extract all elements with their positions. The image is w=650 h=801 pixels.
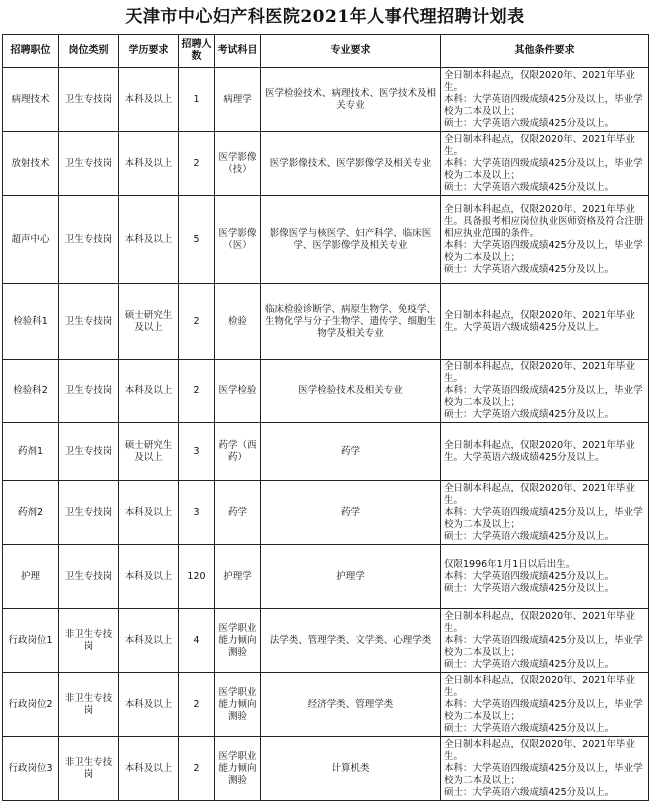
cell-category: 非卫生专技岗 — [59, 609, 119, 673]
cell-position: 行政岗位2 — [3, 673, 59, 737]
condition-line: 本科：大学英语四级成绩425分及以上，毕业学校为二本及以上； — [444, 157, 643, 181]
condition-line: 硕士：大学英语六级成绩425分及以上。 — [444, 530, 615, 542]
cell-exam: 医学职业能力倾向测验 — [215, 737, 261, 801]
cell-position: 护理 — [3, 545, 59, 609]
cell-major: 药学 — [261, 481, 441, 545]
cell-exam: 药学（西药） — [215, 423, 261, 481]
cell-category: 卫生专技岗 — [59, 481, 119, 545]
cell-category: 非卫生专技岗 — [59, 737, 119, 801]
cell-category: 卫生专技岗 — [59, 68, 119, 132]
cell-category: 卫生专技岗 — [59, 423, 119, 481]
condition-line: 硕士：大学英语六级成绩425分及以上。 — [444, 658, 615, 670]
condition-line: 全日制本科起点，仅限2020年、2021年毕业生。具备报考相应岗位执业医师资格及符合注册相应执业范围的条件。 — [444, 203, 644, 239]
condition-line: 本科：大学英语四级成绩425分及以上，毕业学校为二本及以上； — [444, 698, 643, 722]
table-row — [3, 545, 649, 609]
cell-conditions — [441, 423, 649, 481]
cell-position: 超声中心 — [3, 196, 59, 284]
condition-line: 硕士：大学英语六级成绩425分及以上。 — [444, 263, 615, 275]
cell-major: 医学影像技术、医学影像学及相关专业 — [261, 132, 441, 196]
cell-exam: 医学影像（技） — [215, 132, 261, 196]
table-row — [3, 609, 649, 673]
cell-count: 2 — [179, 132, 215, 196]
cell-major: 医学检验技术、病理技术、医学技术及相关专业 — [261, 68, 441, 132]
condition-line: 全日制本科起点，仅限2020年、2021年毕业生。 — [444, 361, 635, 384]
condition-line: 硕士：大学英语六级成绩425分及以上。 — [444, 181, 615, 193]
cell-education: 硕士研究生及以上 — [119, 284, 179, 360]
cell-position: 放射技术 — [3, 132, 59, 196]
cell-conditions — [441, 360, 649, 423]
cell-education: 本科及以上 — [119, 609, 179, 673]
cell-position: 病理技术 — [3, 68, 59, 132]
condition-line: 仅限1996年1月1日以后出生。 — [444, 558, 576, 570]
cell-major: 法学类、管理学类、文学类、心理学类 — [261, 609, 441, 673]
condition-line: 硕士：大学英语六级成绩425分及以上。 — [444, 786, 615, 798]
table-row — [3, 673, 649, 737]
cell-conditions — [441, 132, 649, 196]
cell-education: 本科及以上 — [119, 481, 179, 545]
cell-exam: 医学检验 — [215, 360, 261, 423]
cell-position: 行政岗位1 — [3, 609, 59, 673]
condition-line: 本科：大学英语四级成绩425分及以上。 — [444, 570, 615, 582]
condition-line: 本科：大学英语四级成绩425分及以上，毕业学校为二本及以上； — [444, 239, 643, 263]
cell-count: 2 — [179, 360, 215, 423]
cell-conditions — [441, 284, 649, 360]
condition-line: 硕士：大学英语六级成绩425分及以上。 — [444, 722, 615, 734]
header-education: 学历要求 — [119, 35, 179, 68]
table-header-row — [3, 35, 649, 68]
header-position: 招聘职位 — [3, 35, 59, 68]
cell-category: 卫生专技岗 — [59, 284, 119, 360]
cell-position: 药剂2 — [3, 481, 59, 545]
cell-exam: 医学职业能力倾向测验 — [215, 609, 261, 673]
cell-count: 2 — [179, 284, 215, 360]
table-row — [3, 481, 649, 545]
header-count: 招聘人数 — [179, 35, 215, 68]
cell-education: 本科及以上 — [119, 360, 179, 423]
cell-conditions — [441, 545, 649, 609]
cell-education: 本科及以上 — [119, 673, 179, 737]
cell-category: 卫生专技岗 — [59, 360, 119, 423]
table-row — [3, 68, 649, 132]
cell-position: 药剂1 — [3, 423, 59, 481]
cell-conditions — [441, 68, 649, 132]
page-title: 天津市中心妇产科医院2021年人事代理招聘计划表 — [125, 7, 525, 27]
cell-position: 检验科1 — [3, 284, 59, 360]
condition-line: 全日制本科起点，仅限2020年、2021年毕业生。大学英语六级成绩425分及以上。 — [444, 309, 635, 333]
cell-conditions — [441, 609, 649, 673]
table-row — [3, 360, 649, 423]
cell-education: 硕士研究生及以上 — [119, 423, 179, 481]
table-row — [3, 737, 649, 801]
cell-exam: 医学职业能力倾向测验 — [215, 673, 261, 737]
cell-conditions — [441, 673, 649, 737]
condition-line: 全日制本科起点，仅限2020年、2021年毕业生。 — [444, 482, 635, 506]
cell-count: 2 — [179, 673, 215, 737]
condition-line: 硕士：大学英语六级成绩425分及以上。 — [444, 582, 615, 594]
cell-count: 2 — [179, 737, 215, 801]
cell-position: 检验科2 — [3, 360, 59, 423]
cell-major: 影像医学与核医学、妇产科学、临床医学、医学影像学及相关专业 — [261, 196, 441, 284]
cell-count: 4 — [179, 609, 215, 673]
cell-conditions — [441, 481, 649, 545]
table-row — [3, 284, 649, 360]
condition-line: 硕士：大学英语六级成绩425分及以上。 — [444, 117, 615, 129]
header-exam: 考试科目 — [215, 35, 261, 68]
cell-count: 5 — [179, 196, 215, 284]
condition-line: 本科：大学英语四级成绩425分及以上，毕业学校为二本及以上； — [444, 93, 643, 117]
table-row — [3, 196, 649, 284]
cell-exam: 医学影像（医） — [215, 196, 261, 284]
cell-count: 1 — [179, 68, 215, 132]
condition-line: 本科：大学英语四级成绩425分及以上，毕业学校为二本及以上； — [444, 762, 643, 786]
cell-major: 药学 — [261, 423, 441, 481]
cell-count: 120 — [179, 545, 215, 609]
condition-line: 全日制本科起点，仅限2020年、2021年毕业生。 — [444, 738, 635, 762]
cell-major: 计算机类 — [261, 737, 441, 801]
cell-category: 卫生专技岗 — [59, 132, 119, 196]
condition-line: 本科：大学英语四级成绩425分及以上，毕业学校为二本及以上； — [444, 385, 643, 408]
condition-line: 硕士：大学英语六级成绩425分及以上。 — [444, 409, 615, 420]
cell-conditions — [441, 196, 649, 284]
cell-category: 卫生专技岗 — [59, 196, 119, 284]
table-row — [3, 423, 649, 481]
cell-category: 非卫生专技岗 — [59, 673, 119, 737]
condition-line: 本科：大学英语四级成绩425分及以上，毕业学校为二本及以上； — [444, 506, 643, 530]
cell-education: 本科及以上 — [119, 68, 179, 132]
cell-position: 行政岗位3 — [3, 737, 59, 801]
cell-category: 卫生专技岗 — [59, 545, 119, 609]
condition-line: 全日制本科起点，仅限2020年、2021年毕业生。 — [444, 133, 635, 157]
cell-education: 本科及以上 — [119, 545, 179, 609]
cell-count: 3 — [179, 423, 215, 481]
header-conditions: 其他条件要求 — [441, 35, 649, 68]
cell-major: 临床检验诊断学、病原生物学、免疫学、生物化学与分子生物学、遗传学、细胞生物学及相关专业 — [261, 284, 441, 360]
cell-major: 护理学 — [261, 545, 441, 609]
header-major: 专业要求 — [261, 35, 441, 68]
cell-education: 本科及以上 — [119, 737, 179, 801]
condition-line: 本科：大学英语四级成绩425分及以上，毕业学校为二本及以上； — [444, 634, 643, 658]
cell-exam: 护理学 — [215, 545, 261, 609]
condition-line: 全日制本科起点，仅限2020年、2021年毕业生。 — [444, 69, 635, 93]
cell-exam: 病理学 — [215, 68, 261, 132]
table-row — [3, 132, 649, 196]
cell-education: 本科及以上 — [119, 196, 179, 284]
cell-exam: 药学 — [215, 481, 261, 545]
cell-major: 经济学类、管理学类 — [261, 673, 441, 737]
cell-conditions — [441, 737, 649, 801]
condition-line: 全日制本科起点，仅限2020年、2021年毕业生。 — [444, 674, 635, 698]
condition-line: 全日制本科起点，仅限2020年、2021年毕业生。 — [444, 610, 635, 634]
recruitment-table — [2, 34, 649, 801]
cell-count: 3 — [179, 481, 215, 545]
header-category: 岗位类别 — [59, 35, 119, 68]
condition-line: 全日制本科起点，仅限2020年、2021年毕业生。大学英语六级成绩425分及以上。 — [444, 439, 635, 463]
cell-major: 医学检验技术及相关专业 — [261, 360, 441, 423]
cell-exam: 检验 — [215, 284, 261, 360]
cell-education: 本科及以上 — [119, 132, 179, 196]
table-body — [3, 68, 649, 801]
